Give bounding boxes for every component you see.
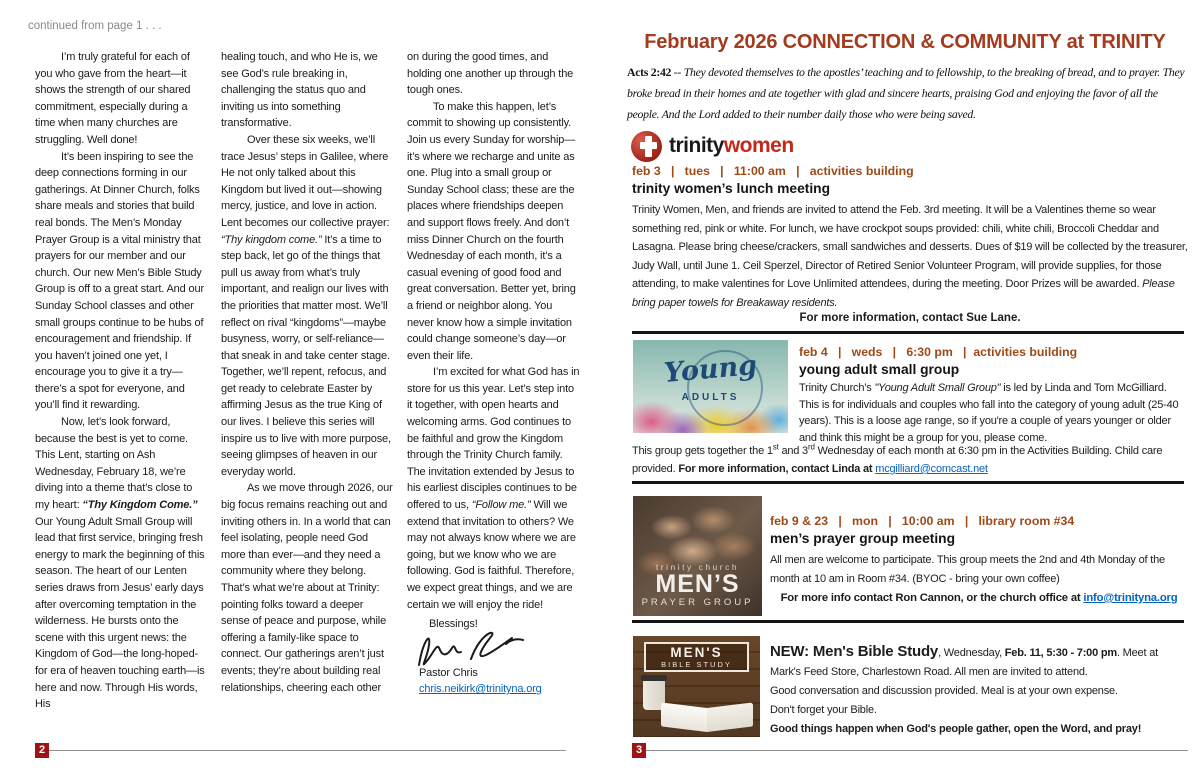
event-2-title: young adult small group	[799, 362, 960, 377]
text-segment: Trinity Women, Men, and friends are invited to attend the Feb. 3rd meeting. It will be a Valentines theme so wear something red, pink or white. For lunch, we have crockpot soups provided: chili, white chili, Broccoli Cheddar and Lasagna. Please bring cheese/crackers, small sandwiches and desserts. Dues of $19 will be collected by the treasurer, Judy Wall, until June 1. Ceil Sperzel, Director of Retired Senior Volunteer Program, will provide supplies, for those attending, to make valentines for Love Unlimited attendees, during the meeting. Door Prizes will be awarded.	[632, 204, 1188, 290]
text-segment: “Follow me.”	[471, 499, 531, 512]
text-segment: , Wednesday,	[938, 647, 1005, 659]
text-segment: . Meet at Mark's Feed Store, Charlestown Road. All men are invited to attend.	[770, 647, 1158, 678]
email-link-mcgilliard[interactable]: mcgilliard@comcast.net	[875, 463, 988, 475]
scripture-quote	[627, 62, 1188, 125]
sign-line-1: MEN'S	[670, 645, 723, 660]
paragraph	[35, 149, 208, 415]
text-segment: As we move through 2026, our big focus remains reaching out and inviting others in. In a world that can feel isolating, people need God more than ever—and they need a community where they belong. That’s what we’re about at Trinity: pointing folks toward a deeper sense of peace and purpose, while offering a family-like space to connect. Our gatherings aren’t just events; they’re about building real relationships, cheering each other	[221, 482, 393, 694]
wordmark-women: women	[723, 134, 794, 157]
event-1-datetime: feb 3 | tues | 11:00 am | activities building	[632, 164, 914, 178]
open-book-graphic	[661, 704, 753, 732]
trinity-women-wordmark	[669, 134, 794, 158]
text-segment: For more information, contact Linda at	[678, 463, 876, 475]
paragraph	[35, 49, 208, 149]
text-segment: “Thy Kingdom Come.”	[82, 499, 198, 512]
left-page-columns	[35, 49, 582, 741]
young-adults-image	[633, 340, 788, 433]
column-2	[221, 49, 394, 741]
section-divider	[632, 481, 1184, 484]
page-number-badge: 2	[35, 743, 49, 758]
text-segment: Don't forget your Bible.	[770, 704, 877, 716]
text-segment: Over these six weeks, we’ll trace Jesus’ steps in Galilee, where He not only talked about this Kingdom but lived it out—showing mercy, justice, and love in action. Lent becomes our collective prayer:	[221, 133, 390, 229]
event-1-contact: For more information, contact Sue Lane.	[799, 312, 1021, 324]
text-segment: rd	[807, 442, 815, 452]
text-segment: on during the good times, and holding one another up through the tough ones.	[407, 51, 574, 97]
text-segment: Our Young Adult Small Group will lead that first service, bringing fresh energy to mark the beginning of this season. The heart of our Lenten series draws from Jesus’ early days after overcoming temptation in the wilderness. He bursts onto the scene with this urgent news: the Kingdom of God—the long-hoped-for era of heaven touching earth—is here and now. Through His words, His	[35, 515, 205, 711]
mens-prayer-image-text	[633, 562, 762, 608]
cross-circle-icon	[631, 131, 662, 162]
paragraph	[35, 414, 208, 713]
signature-name: Pastor Chris	[419, 666, 478, 679]
page-title: February 2026 CONNECTION & COMMUNITY at TRINITY	[644, 31, 1166, 53]
book-page-right	[707, 702, 753, 732]
book-page-left	[661, 702, 707, 732]
continued-from-label: continued from page 1 . . .	[28, 20, 162, 32]
young-adults-image-subtitle: ADULTS	[681, 392, 740, 403]
page-number-badge: 3	[632, 743, 646, 758]
blessings-text: Blessings!	[429, 618, 478, 631]
column-3	[407, 49, 580, 741]
scripture-dash: --	[671, 65, 684, 79]
text-segment: All men are welcome to participate. This group meets the 2nd and 4th Monday of the month at 10 am in Room #34. (BYOC - bring your own coffee)	[770, 554, 1165, 585]
text-segment: This group gets together the 1	[632, 445, 773, 457]
event-2-description	[799, 380, 1188, 446]
section-divider	[632, 620, 1184, 623]
text-segment: and 3	[778, 445, 808, 457]
sign-line-2: BIBLE STUDY	[661, 660, 732, 669]
paragraph	[221, 132, 394, 480]
event-3-contact	[770, 592, 1188, 604]
text-segment: Please bring paper towels for Breakaway residents.	[632, 278, 1175, 309]
paragraph	[407, 364, 580, 613]
text-segment: Trinity Church’s	[799, 382, 875, 394]
text-segment: Will we extend that invitation to others? We may not always know where we are going, but we know who we are following. God is faithful. Therefore, we expect great things, and we are certain we will enjoy the ride!	[407, 499, 576, 611]
image-caption-sub: PRAYER GROUP	[641, 597, 754, 608]
text-segment: healing touch, and who He is, we see God’s rule breaking in, challenging the status quo and inviting us into something transformative.	[221, 51, 378, 130]
paragraph	[221, 480, 394, 696]
event-1-description	[632, 201, 1188, 312]
text-segment: To make this happen, let’s commit to showing up consistently. Join us every Sunday for worship—it’s where we recharge and unite as one. Plug into a small group or Sunday School class; these are the places where friendships deepen and support flows freely. And don’t miss Dinner Church on the fourth Wednesday of each month, it’s a casual evening of good food and great conversation. Better yet, bring a friend or neighbor along. You never know how a simple invitation could change someone’s day—or even their life.	[407, 100, 576, 362]
text-segment: NEW: Men's Bible Study	[770, 643, 939, 660]
section-divider	[632, 331, 1184, 334]
young-adults-image-title: Young	[662, 350, 759, 389]
mens-prayer-group-image	[633, 496, 762, 616]
event-1-title: trinity women’s lunch meeting	[632, 181, 831, 196]
footer-rule	[49, 750, 566, 751]
event-3-title: men’s prayer group meeting	[770, 531, 956, 546]
text-segment: Good conversation and discussion provided. Meal is at your own expense.	[770, 685, 1118, 697]
left-page-footer	[35, 743, 566, 758]
image-caption-large: MEN’S	[655, 570, 740, 598]
text-segment: "Young Adult Small Group"	[874, 382, 1001, 394]
right-page-footer	[632, 743, 1188, 758]
mens-bible-study-image	[633, 636, 760, 737]
event-2-details	[632, 442, 1188, 478]
event-4-description	[770, 642, 1190, 739]
text-segment: is led by Linda and Tom McGilliard. This is for individuals and couples who fall into the category of young adult (25-40 years). This is a loose age range, so if you're a couple of years younger or older and think this might be a group for you, please come.	[799, 382, 1179, 444]
email-link-office[interactable]: info@trinityna.org	[1083, 592, 1178, 604]
text-segment: “Thy kingdom come.”	[221, 233, 322, 246]
bible-study-sign	[644, 642, 749, 672]
paragraph	[221, 49, 394, 132]
paragraph	[407, 99, 580, 365]
scripture-reference: Acts 2:42	[627, 65, 672, 79]
event-3-datetime: feb 9 & 23 | mon | 10:00 am | library room #34	[770, 514, 1075, 528]
footer-rule	[646, 750, 1188, 751]
event-2-datetime: feb 4 | weds | 6:30 pm | activities building	[799, 345, 1078, 359]
text-segment: Now, let’s look forward, because the best is yet to come. This Lent, starting on Ash Wednesday, February 18, we’re diving into a theme that’s close to my heart:	[35, 416, 193, 512]
text-segment: Good things happen when God's people gather, open the Word, and pray!	[770, 723, 1142, 735]
image-caption-small: trinity church	[655, 562, 740, 572]
text-segment: It’s been inspiring to see the deep connections forming in our gatherings. At Dinner Church, folks share meals and stories that build real bonds. The Men’s Monday Prayer Group is a vital ministry that prayers for our member and our church. Our new Men’s Bible Study Group is off to a great start. And our Sunday School classes and other small groups continue to be hubs of encouragement and friendship. If you haven’t joined one yet, I encourage you to give it a try—there’s a spot for everyone, and you’ll find it rewarding.	[35, 150, 204, 412]
scripture-text: They devoted themselves to the apostles’ teaching and to fellowship, to the breaking of bread, and to prayer. They broke bread in their homes and ate together with glad and sincere hearts, praising God and enjoying the favor of all the people. And the Lord added to their number daily those who were being saved.	[627, 65, 1185, 121]
text-segment: It’s a time to step back, let go of the things that pull us away from what’s truly important, and realign our lives with the priorities that matter most. We’ll reflect on rival “kingdoms”—maybe busyness, worry, or self-reliance—that sneak in and take center stage. Together, we’ll repent, refocus, and get ready to celebrate Easter by affirming Jesus as the true King of our lives. I believe this series will inspire us to live with more purpose, seeing glimpses of heaven in our everyday world.	[221, 233, 391, 478]
text-segment: I’m truly grateful for each of you who gave from the heart—it shows the strength of our shared commitment, especially during a time when many churches are struggling. Well done!	[35, 51, 191, 146]
text-segment: st	[772, 442, 779, 452]
trinity-women-logo	[631, 130, 794, 162]
text-segment: I’m excited for what God has in store for us this year. Let’s step into it together, with open hearts and welcoming arms. God continues to be faithful and grow the Kingdom through the Trinity Church family. The invitation extended by Jesus to his earliest disciples continues to be offered to us,	[407, 366, 580, 512]
text-segment: For more info contact Ron Cannon, or the church office at	[780, 592, 1084, 604]
wordmark-trinity: trinity	[669, 134, 724, 157]
column-1	[35, 49, 208, 741]
email-link-pastor[interactable]: chris.neikirk@trinityna.org	[419, 683, 542, 696]
event-3-description	[770, 551, 1188, 589]
text-segment: Feb. 11, 5:30 - 7:00 pm	[1004, 647, 1117, 659]
text-segment: Wednesday of each month at 6:30 pm in the Activities Building. Child care provided.	[632, 445, 1163, 475]
pastor-email-line	[419, 681, 580, 698]
paragraph	[407, 49, 580, 99]
